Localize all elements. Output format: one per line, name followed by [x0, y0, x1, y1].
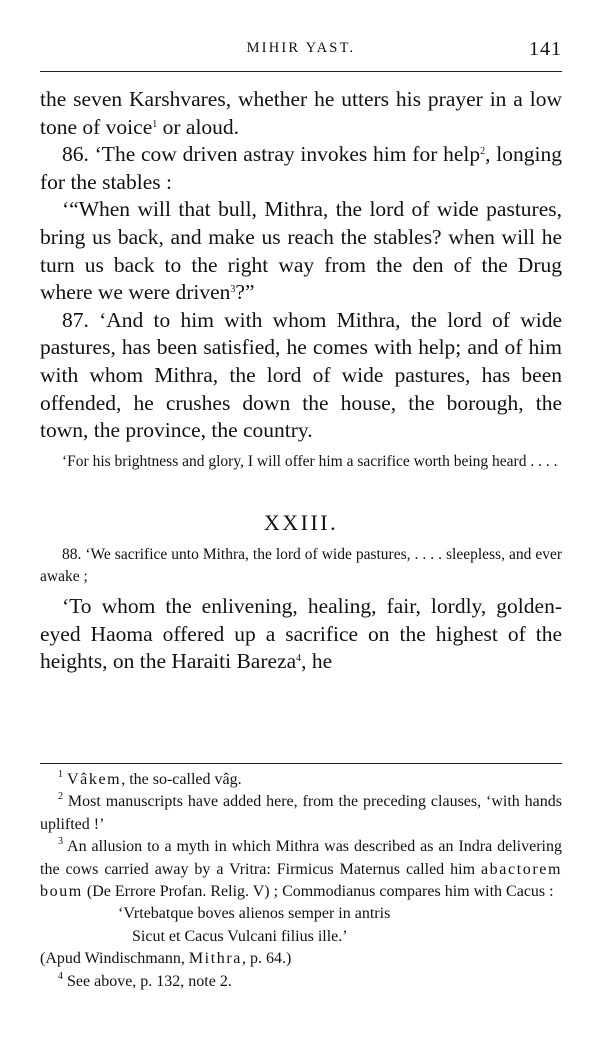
header-rule: [40, 71, 562, 72]
paragraph-quote: ‘“When will that bull, Mithra, the lord of wide pastures, bring us back, and make us reach the stables? when will he turn us back to the right way from the den of the Drug where we were driven$^3$?”: [40, 197, 562, 305]
footnote-ref-2: 2: [480, 146, 486, 158]
footnote-3: $^3$ An allusion to a myth in which Mithra was described as an Indra delivering the cows carried away by a Vritra: Firmicus Maternus called him abactorem boum (De Errore Profan. Relig. V) ; Commodianus compares him with Cacus :: [40, 836, 563, 901]
footnote-ref-4: 4: [296, 653, 302, 665]
footnote-ref-1: 1: [152, 118, 158, 130]
footnote-4: $^4$ See above, p. 132, note 2.: [58, 970, 232, 990]
refrain-small: ‘For his brightness and glory, I will offer him a sacrifice worth being heard . . . .: [62, 452, 558, 470]
running-title: MIHIR YAST.: [246, 40, 356, 56]
footnote-rule: [40, 763, 562, 764]
footnote-2: $^2$ Most manuscripts have added here, from the preceding clauses, ‘with hands uplifted !’: [40, 791, 563, 833]
running-header: [40, 38, 562, 62]
footnote-1: $^1$ Vâkem, the so-called vâg.: [58, 769, 242, 788]
paragraph-88: 88. ‘We sacrifice unto Mithra, the lord of wide pastures, . . . . sleepless, and ever awake ;: [40, 546, 562, 585]
verse-line-2: Sicut et Cacus Vulcani filius ille.’: [132, 927, 348, 945]
paragraph-86: 86. ‘The cow driven astray invokes him for help$^2$, longing for the stables :: [40, 142, 562, 194]
paragraph-haoma: ‘To whom the enlivening, healing, fair, lordly, golden-eyed Haoma offered up a sacrifice on the highest of the heights, on the Haraiti Bareza$^4$, he: [40, 594, 562, 674]
footnotes: [40, 769, 562, 993]
footnote-3-citation: (Apud Windischmann, Mithra, p. 64.): [40, 950, 292, 968]
verse-line-1: ‘Vrtebatque boves alienos semper in antris: [118, 905, 391, 923]
footnote-ref-3: 3: [230, 284, 236, 296]
paragraph-continuation: the seven Karshvares, whether he utters his prayer in a low tone of voice$^1$ or aloud.: [40, 87, 562, 139]
paragraph-87: 87. ‘And to him with whom Mithra, the lord of wide pastures, has been satisfied, he comes with help; and of him with whom Mithra, the lord of wide pastures, has been offended, he crushes down the house, the borough, the town, the province, the country.: [40, 307, 562, 443]
main-text: [40, 86, 562, 676]
section-heading: XXIII.: [263, 510, 339, 536]
page-number: 141: [529, 38, 562, 60]
